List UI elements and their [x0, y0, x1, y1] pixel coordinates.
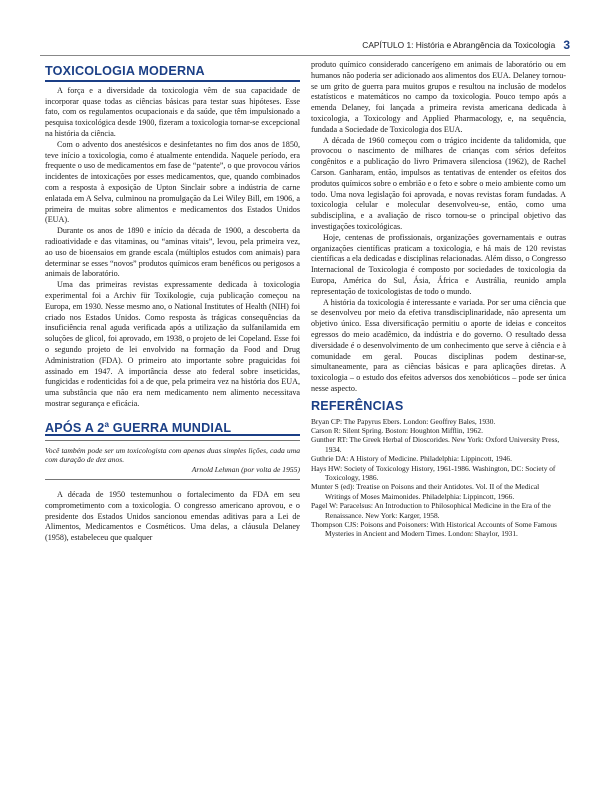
reference-item: Gunther RT: The Greek Herbal of Dioscorides. New York: Oxford University Press, 1934. — [311, 435, 560, 454]
reference-item: Thompson CJS: Poisons and Poisoners: With Historical Accounts of Some Famous Mysteries in Ancient and Modern Times. London: Shaylor, 1931. — [311, 519, 557, 539]
paragraph: A força e a diversidade da toxicologia vêm de sua capacidade de incorporar quase todas as ciências básicas para testar suas hipóteses. Esse fato, com os regulamentos ocupacionais e da saúde, que têm impulsionado a pesquisa toxicológica desde 1900, fizeram a toxicologia tornar-se excepcional na história da ciência. — [45, 85, 300, 138]
reference-list — [311, 417, 566, 539]
paragraph: produto químico considerado cancerígeno em animais de laboratório ou em humanos não poderia ser adicionado aos alimentos dos EUA. Delaney tornou-se um grito de guerra para muitos grupos e resultou na inclusão de modelos estatísticos e matemáticos no campo da toxicologia. Pouco tempo após a emenda Delaney, foi lançada a primeira revista americana dedicada à toxicologia, a Toxicology and Applied Pharmacology, e, na sequência, fundada a Sociedade de Toxicologia dos EUA. — [311, 60, 566, 134]
left-column — [45, 60, 300, 544]
heading-underline — [45, 80, 300, 82]
epigraph-text: Você também pode ser um toxicologista com apenas duas simples lições, cada uma com duração de dez anos. — [45, 445, 300, 465]
section-heading-modern: TOXICOLOGIA MODERNA — [45, 64, 205, 78]
chapter-title: CAPÍTULO 1: História e Abrangência da Toxicologia — [362, 40, 556, 50]
paragraph: Com o advento dos anestésicos e desinfetantes no fim dos anos de 1850, teve início a toxicologia, como é atualmente entendida. Naquele período, era frequente o uso de medicamentos em fase de “patente”, o que provocou vários incidentes de intoxicações por esses medicamentos, que, quando combinados com a resposta à exposição de Upton Sinclair sobre a indústria de carne enlatada em A Selva, culminou na promulgação da Lei Wiley Bill, em 1906, a primeira de muitas sobre alimentos e medicamentos dos Estados Unidos (EUA). — [45, 139, 300, 225]
header-rule — [40, 55, 570, 56]
paragraph: Uma das primeiras revistas expressamente dedicada à toxicologia experimental foi a Archiv für Toxikologie, cuja publicação começou na Europa, em 1930. Nesse mesmo ano, o National Institutes of Health (NIH) foi criado nos Estados Unidos. Como resposta às trágicas consequências da insuficiência renal aguda verificada após a utilização da sulfanilamida em soluções de glicol, foi aprovado, em 1938, o projeto de lei Copeland. Esse foi o segundo projeto de lei envolvido na formação da Food and Drug Administration (FDA). O primeiro ato importante sobre praguicidas foi assinado em 1947. A importância desse ato federal sobre inseticidas, fungicidas e rodenticidas foi a de que, pela primeira vez na história dos EUA, uma substância que não era nem medicamento nem alimento necessitava mostrar segurança e eficácia. — [45, 280, 300, 408]
running-head — [330, 38, 570, 52]
reference-item: Guthrie DA: A History of Medicine. Philadelphia: Lippincott, 1946. — [311, 454, 512, 464]
reference-item: Hays HW: Society of Toxicology History, 1961-1986. Washington, DC: Society of Toxicology, 1986. — [311, 463, 556, 482]
epigraph-attribution: Arnold Lehman (por volta de 1955) — [191, 465, 300, 475]
page-number: 3 — [563, 38, 570, 52]
paragraph: A década de 1960 começou com o trágico incidente da talidomida, que provocou o nascimento de milhares de crianças com sérios defeitos congênitos e a publicação do livro Primavera silenciosa (1962), de Rachel Carson. Ganharam, então, impulsos as tentativas de entender os efeitos dos produtos químicos sobre o embrião e o feto e sobre o meio ambiente como um todo. Uma nova legislação foi aprovada, e novas revistas foram fundadas. A toxicologia celular e molecular desenvolveu-se, então, como uma subdisciplina, e a avaliação de risco tornou-se o principal objetivo das investigações toxicológicas. — [311, 135, 566, 231]
section-heading-postwar: APÓS A 2$^a$ GUERRA MUNDIAL — [45, 419, 232, 435]
right-column — [311, 60, 566, 539]
reference-item: Munter S (ed): Treatise on Poisons and their Antidotes. Vol. II of the Medical Writings of Moses Maimonides. Philadelphia: Lippincott, 1966. — [311, 482, 540, 501]
paragraph: Hoje, centenas de profissionais, organizações governamentais e outras organizações científicas praticam a toxicologia, e há mais de 120 revistas científicas a ela dedicadas e disciplinas relacionadas. Além disso, o Congresso Internacional de Toxicologia é composto por sociedades de toxicologia da Europa, América do Sul, Ásia, África e Austrália, reunido ampla representação de toxicologistas de todo o mundo. — [311, 232, 566, 296]
reference-item: Pagel W: Paracelsus: An Introduction to Philosophical Medicine in the Era of the Renaissance. New York: Karger, 1958. — [311, 501, 551, 520]
reference-item: Carson R: Silent Spring. Boston: Houghton Mifflin, 1962. — [311, 425, 483, 435]
references-heading: REFERÊNCIAS — [311, 398, 404, 413]
epigraph — [45, 440, 300, 480]
paragraph: Durante os anos de 1890 e início da década de 1900, a descoberta da radioatividade e das vitaminas, ou “aminas vitais”, levou, pela primeira vez, ao uso de bioensaios em grande escala (múltiplos estudos com animais) para determinar se esses “novos” produtos químicos eram benéficos ou perigosos a animais de laboratório. — [45, 226, 300, 279]
paragraph: A história da toxicologia é interessante e variada. Por ser uma ciência que se desenvolveu por meio da efetiva transdisciplinaridade, não apresenta um objetivo único. Essa diversificação permitiu o aporte de ideias e conceitos egressos do meio acadêmico, da indústria e do governo. O resultado dessa diversidade é o desenvolvimento de um conhecimento que serve à ciência e à comunidade em geral. Poucas disciplinas podem destinar-se, simultaneamente, para as ciências básicas e para aplicações diretas. A toxicologia – o estudo dos efeitos adversos dos xenobióticos – pode ser única nesse aspecto. — [311, 297, 566, 393]
paragraph: A década de 1950 testemunhou o fortalecimento da FDA em seu comprometimento com a toxicologia. O congresso americano aprovou, e o presidente dos Estados Unidos sancionou emendas aditivas para a Lei de Alimentos, Medicamentos e Cosméticos. Uma delas, a cláusula Delaney (1958), estabeleceu que qualquer — [45, 490, 300, 543]
reference-item: Bryan CP: The Papyrus Ebers. London: Geoffrey Bales, 1930. — [311, 416, 496, 426]
